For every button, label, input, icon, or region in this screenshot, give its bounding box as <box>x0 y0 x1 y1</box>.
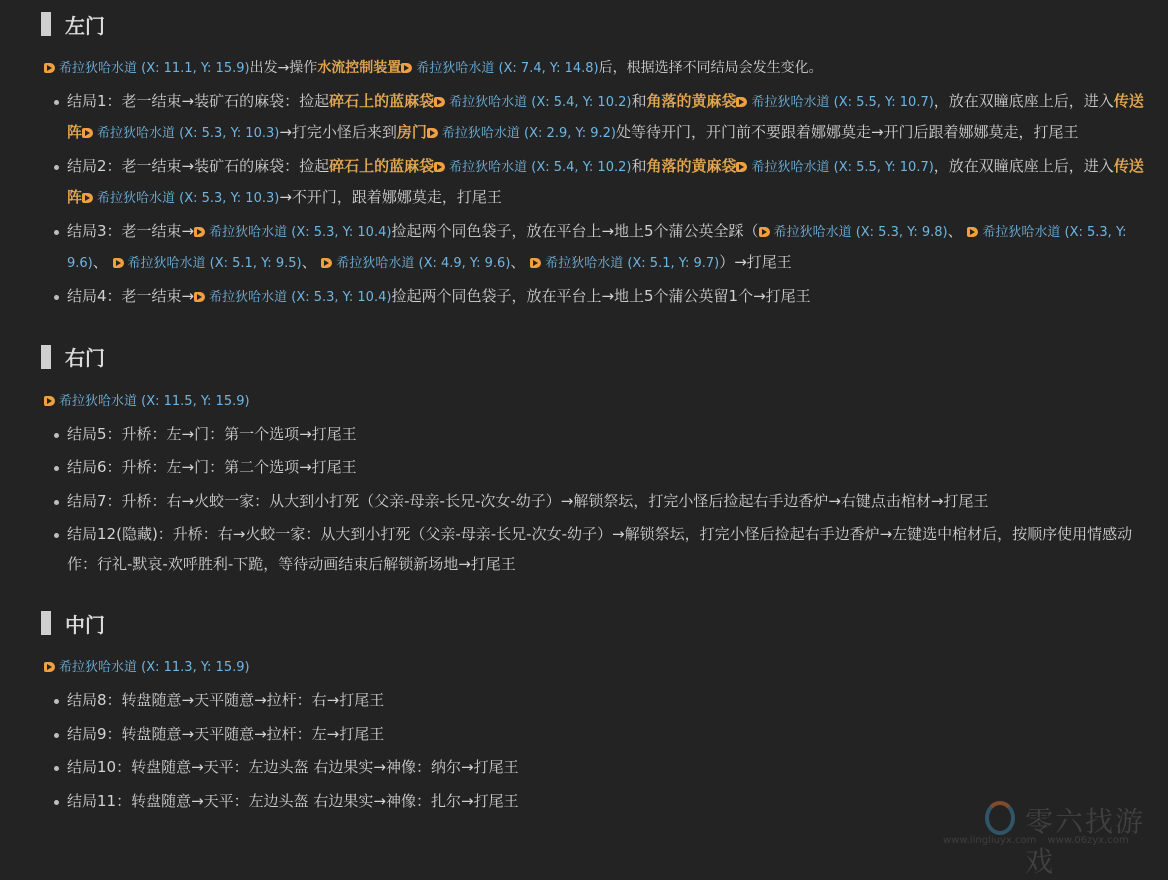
location-text: 希拉狄哈水道 (X: 5.5, Y: 10.7) <box>751 95 934 110</box>
highlight-text: 角落的黄麻袋 <box>646 92 737 110</box>
body-text: 结局8：转盘随意→天平随意→拉杆：右→打尾王 <box>67 691 385 709</box>
list-item <box>67 282 1144 313</box>
location-text: 希拉狄哈水道 (X: 5.1, Y: 9.5) <box>127 255 302 271</box>
body-text: 结局11：转盘随意→天平：左边头盔 右边果实→神像：扎尔→打尾王 <box>67 791 519 810</box>
list-item <box>67 720 1144 750</box>
highlight-text: 传送阵 <box>67 157 1144 206</box>
map-marker-icon <box>82 128 93 138</box>
heading-bar <box>41 611 51 635</box>
location-link[interactable] <box>44 61 250 76</box>
list-item <box>67 453 1144 483</box>
location-text: 希拉狄哈水道 (X: 5.3, Y: 10.3) <box>97 125 280 141</box>
location-text: 希拉狄哈水道 (X: 5.3, Y: 10.4) <box>209 290 392 305</box>
location-text: 希拉狄哈水道 (X: 4.9, Y: 9.6) <box>336 255 511 271</box>
heading-bar <box>41 12 51 36</box>
body-text: 结局6：升桥：左→门：第二个选项→打尾王 <box>67 458 357 476</box>
watermark <box>943 786 1158 878</box>
body-text: 、 <box>92 252 113 271</box>
map-marker-icon <box>194 227 205 237</box>
map-marker-icon <box>530 258 541 268</box>
section-title: 右门 <box>65 346 105 370</box>
list-item <box>67 420 1144 450</box>
start-paragraph <box>44 653 1144 682</box>
location-text: 希拉狄哈水道 (X: 11.3, Y: 15.9) <box>59 660 250 675</box>
highlight-text: 角落的黄麻袋 <box>646 157 737 175</box>
body-text: ，放在双瞳底座上后，进入 <box>933 157 1114 175</box>
location-link[interactable] <box>82 191 279 206</box>
body-text: 结局4：老一结束→ <box>67 287 195 305</box>
body-text: ，放在双瞳底座上后，进入 <box>933 92 1114 110</box>
ending-list <box>44 420 1144 580</box>
body-text: 结局3：老一结束→ <box>67 222 195 240</box>
location-link[interactable] <box>427 126 616 141</box>
section-heading <box>44 333 1144 381</box>
body-text: 结局9：转盘随意→天平随意→拉杆：左→打尾王 <box>67 724 385 743</box>
location-text: 希拉狄哈水道 (X: 11.1, Y: 15.9) <box>59 61 250 76</box>
section-heading <box>44 0 1144 48</box>
watermark-urls: www.lingliuyx.com www.06zyx.com <box>943 835 1129 846</box>
location-link[interactable] <box>434 160 631 175</box>
map-marker-icon <box>82 193 93 203</box>
section-title: 中门 <box>65 612 105 637</box>
section <box>44 333 1144 580</box>
article-content <box>44 0 1144 836</box>
location-link[interactable] <box>44 394 250 409</box>
start-paragraph <box>44 54 1144 83</box>
location-text: 希拉狄哈水道 (X: 5.3, Y: 9.6) <box>67 225 1127 271</box>
location-text: 希拉狄哈水道 (X: 11.5, Y: 15.9) <box>59 393 250 409</box>
map-marker-icon <box>736 97 747 107</box>
list-item <box>67 487 1144 517</box>
location-link[interactable] <box>736 160 933 175</box>
location-text: 希拉狄哈水道 (X: 5.3, Y: 9.8) <box>773 225 948 240</box>
body-text: →不开门，跟着娜娜莫走，打尾王 <box>279 187 502 206</box>
body-text: 和 <box>631 92 647 110</box>
section-title: 左门 <box>65 13 105 38</box>
body-text: 出发→操作 <box>249 60 318 76</box>
start-paragraph <box>44 387 1144 416</box>
ending-list <box>44 87 1144 313</box>
location-link[interactable] <box>321 256 510 271</box>
map-marker-icon <box>434 97 445 107</box>
list-item <box>67 753 1144 783</box>
body-text: 结局5：升桥：左→门：第一个选项→打尾王 <box>67 424 357 443</box>
location-link[interactable] <box>113 256 302 271</box>
section <box>44 0 1144 313</box>
list-item <box>67 520 1144 579</box>
location-text: 希拉狄哈水道 (X: 5.3, Y: 10.4) <box>209 225 392 240</box>
location-link[interactable] <box>759 225 948 240</box>
map-marker-icon <box>401 63 412 73</box>
list-item <box>67 87 1144 148</box>
location-link[interactable] <box>194 290 391 305</box>
list-item <box>67 217 1144 278</box>
map-marker-icon <box>321 258 332 268</box>
list-item <box>67 686 1144 716</box>
highlight-text: 传送阵 <box>67 92 1144 141</box>
map-marker-icon <box>759 227 770 237</box>
location-link[interactable] <box>44 660 250 675</box>
location-link[interactable] <box>434 95 631 110</box>
section <box>44 599 1144 816</box>
location-text: 希拉狄哈水道 (X: 5.4, Y: 10.2) <box>449 95 632 110</box>
location-text: 希拉狄哈水道 (X: 7.4, Y: 14.8) <box>416 61 599 76</box>
highlight-text: 水流控制装置 <box>317 60 402 76</box>
watermark-logo-icon <box>985 801 1015 835</box>
heading-bar <box>41 345 51 369</box>
watermark-name: 零六找游戏 <box>1025 805 1146 878</box>
highlight-text: 房门 <box>396 122 427 141</box>
location-text: 希拉狄哈水道 (X: 5.3, Y: 10.3) <box>97 190 280 206</box>
map-marker-icon <box>427 128 438 138</box>
map-marker-icon <box>194 292 205 302</box>
body-text: 结局2：老一结束→装矿石的麻袋：捡起 <box>67 157 330 175</box>
location-link[interactable] <box>194 225 391 240</box>
body-text: 捡起两个同色袋子，放在平台上→地上5个蒲公英留1个→打尾王 <box>391 287 811 305</box>
location-text: 希拉狄哈水道 (X: 5.5, Y: 10.7) <box>751 160 934 175</box>
location-text: 希拉狄哈水道 (X: 5.4, Y: 10.2) <box>449 160 632 175</box>
body-text: 、 <box>947 222 968 240</box>
location-link[interactable] <box>530 256 719 271</box>
location-link[interactable] <box>401 61 598 76</box>
map-marker-icon <box>736 162 747 172</box>
body-text: 和 <box>631 157 647 175</box>
highlight-text: 碎石上的蓝麻袋 <box>329 157 435 175</box>
highlight-text: 碎石上的蓝麻袋 <box>329 92 435 110</box>
location-text: 希拉狄哈水道 (X: 2.9, Y: 9.2) <box>441 125 616 141</box>
map-marker-icon <box>113 258 124 268</box>
body-text: 结局10：转盘随意→天平：左边头盔 右边果实→神像：纳尔→打尾王 <box>67 758 519 776</box>
location-text: 希拉狄哈水道 (X: 5.1, Y: 9.7) <box>545 255 720 271</box>
body-text: 、 <box>510 252 531 271</box>
body-text: 处等待开门，开门前不要跟着娜娜莫走→开门后跟着娜娜莫走，打尾王 <box>615 122 1079 141</box>
map-marker-icon <box>44 396 55 406</box>
section-heading <box>44 599 1144 647</box>
map-marker-icon <box>44 662 55 672</box>
body-text: 后，根据选择不同结局会发生变化。 <box>598 60 823 76</box>
body-text: →打完小怪后来到 <box>279 122 397 141</box>
body-text: 结局1：老一结束→装矿石的麻袋：捡起 <box>67 92 330 110</box>
map-marker-icon <box>967 227 978 237</box>
map-marker-icon <box>44 63 55 73</box>
body-text: 、 <box>301 252 322 271</box>
body-text: 捡起两个同色袋子，放在平台上→地上5个蒲公英全踩（ <box>391 222 759 240</box>
list-item <box>67 152 1144 213</box>
body-text: 结局7：升桥：右→火蛟一家：从大到小打死（父亲-母亲-长兄-次女-幼子）→解锁祭坛，打完小怪后捡起右手边香炉→右键点击棺材→打尾王 <box>67 491 989 510</box>
body-text: ）→打尾王 <box>719 252 792 271</box>
map-marker-icon <box>434 162 445 172</box>
location-link[interactable] <box>736 95 933 110</box>
body-text: 结局12(隐藏)：升桥：右→火蛟一家：从大到小打死（父亲-母亲-长兄-次女-幼子）→解锁祭坛，打完小怪后捡起右手边香炉→左键选中棺材后，按顺序使用情感动作：行礼-默哀-欢呼胜利-下跪，等待动画结束后解锁新场地→打尾王 <box>67 525 1133 573</box>
location-link[interactable] <box>82 126 279 141</box>
